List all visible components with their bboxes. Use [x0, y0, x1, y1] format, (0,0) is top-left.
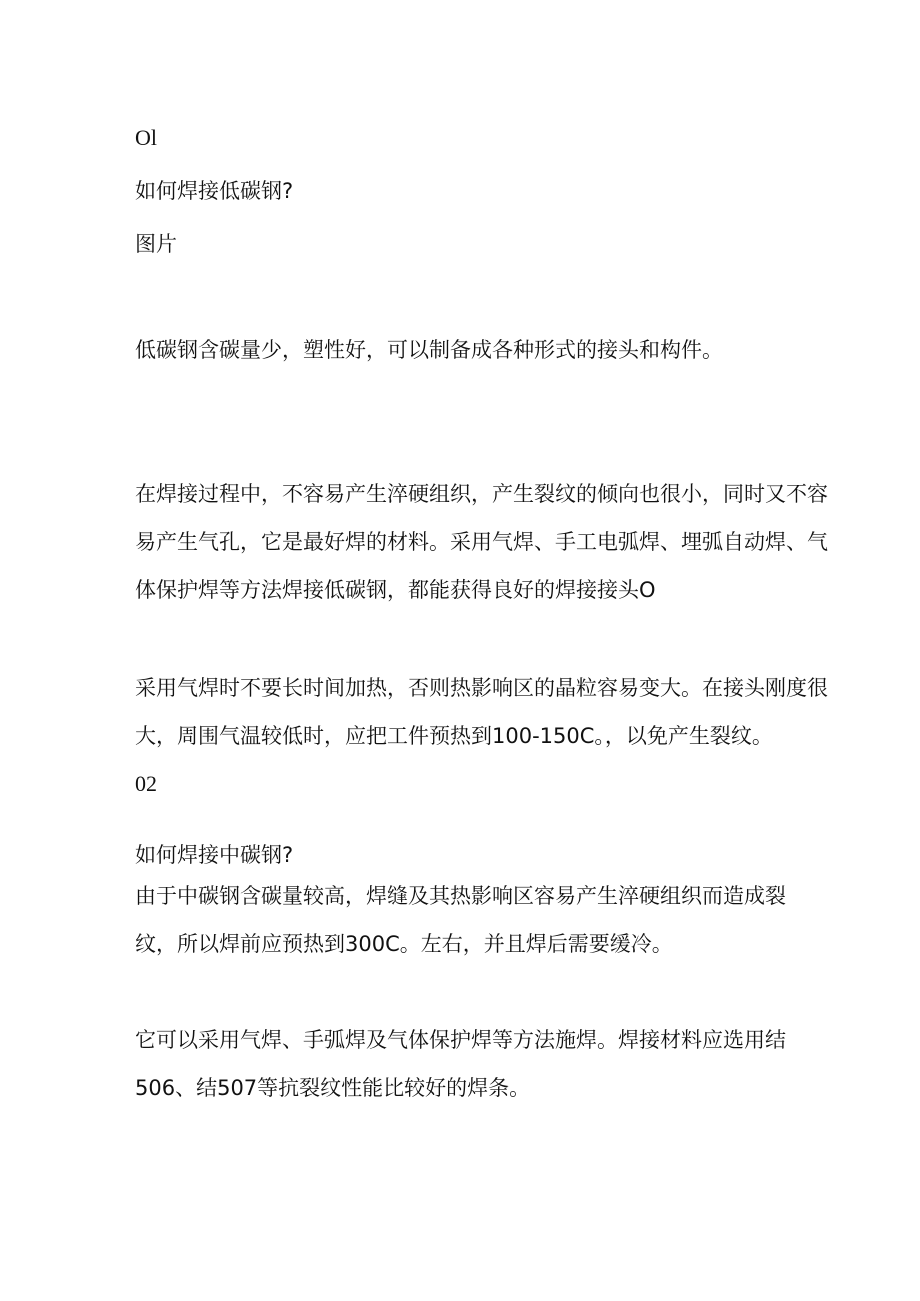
image-placeholder-label: 图片 [135, 232, 177, 256]
paragraph [135, 1016, 815, 1112]
paragraph-line: 506、结507等抗裂纹性能比较好的焊条。 [135, 1076, 531, 1100]
paragraph-line: 体保护焊等方法焊接低碳钢，都能获得良好的焊接接头O [135, 578, 656, 602]
section-title: 如何焊接低碳钢? [135, 179, 294, 203]
section-number: 02 [135, 771, 157, 796]
paragraph-line: 由于中碳钢含碳量较高，焊缝及其热影响区容易产生淬硬组织而造成裂 [135, 884, 786, 908]
section-title: 如何焊接中碳钢? [135, 843, 294, 867]
paragraph [135, 664, 828, 760]
paragraph [135, 872, 815, 968]
paragraph [135, 470, 828, 614]
paragraph-line: 采用气焊时不要长时间加热，否则热影响区的晶粒容易变大。在接头刚度很 [135, 676, 828, 700]
section-number: Ol [135, 125, 157, 150]
paragraph-line: 它可以采用气焊、手弧焊及气体保护焊等方法施焊。焊接材料应选用结 [135, 1028, 786, 1052]
paragraph-line: 大，周围气温较低时，应把工件预热到100-150C。，以免产生裂纹。 [135, 724, 773, 748]
paragraph-line: 易产生气孔，它是最好焊的材料。采用气焊、手工电弧焊、埋弧自动焊、气 [135, 530, 828, 554]
paragraph-line: 在焊接过程中，不容易产生淬硬组织，产生裂纹的倾向也很小，同时又不容 [135, 482, 828, 506]
paragraph-line: 纹，所以焊前应预热到300C。左右，并且焊后需要缓冷。 [135, 932, 673, 956]
paragraph: 低碳钢含碳量少，塑性好，可以制备成各种形式的接头和构件。 [135, 338, 723, 362]
